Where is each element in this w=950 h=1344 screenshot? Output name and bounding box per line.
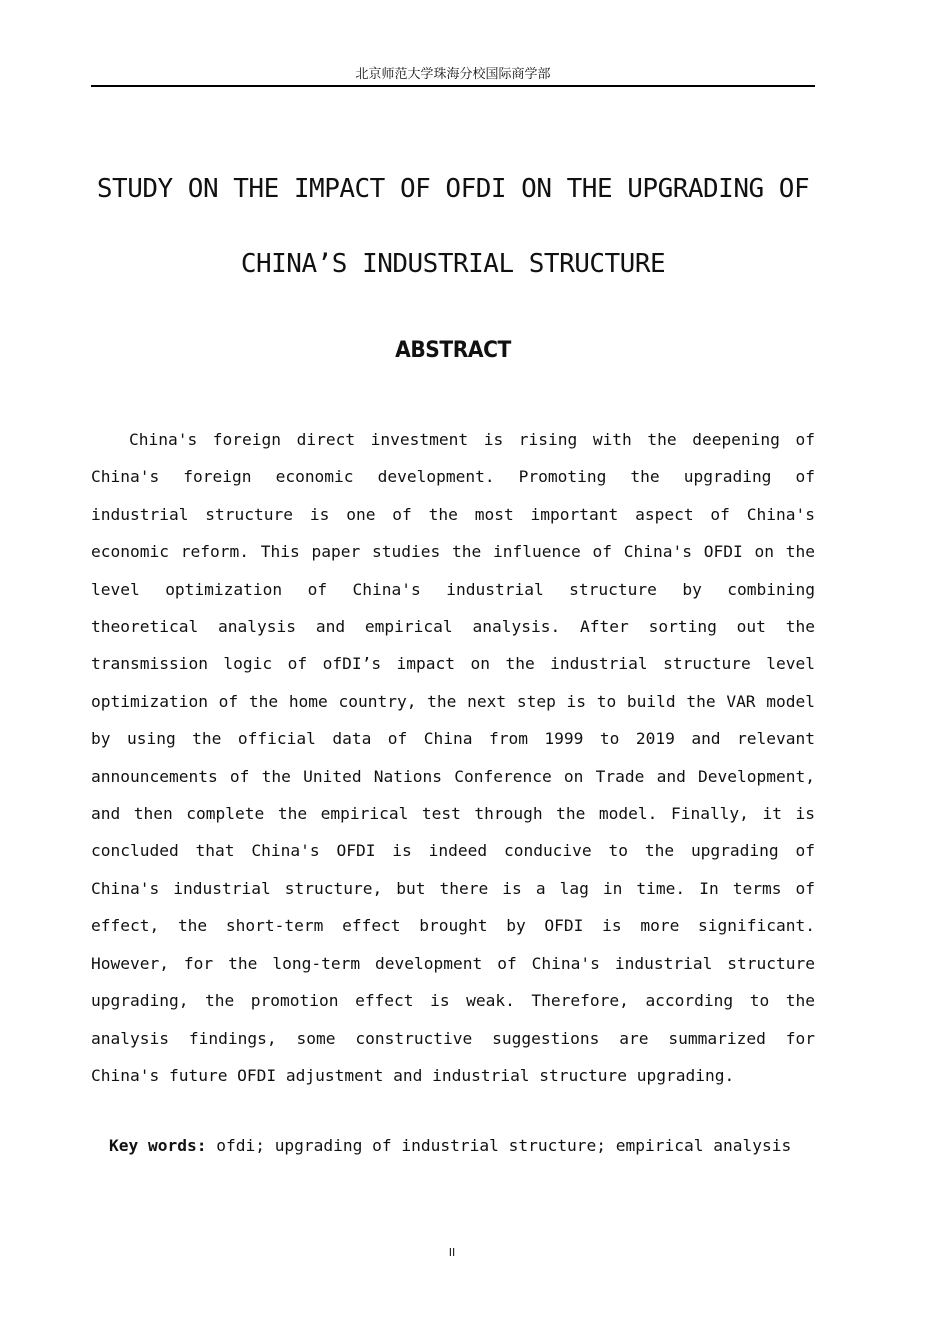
abstract-heading: ABSTRACT bbox=[395, 338, 511, 363]
page-number: II bbox=[448, 1246, 456, 1259]
thesis-title bbox=[91, 152, 815, 302]
keywords-label: Key words: bbox=[109, 1136, 207, 1155]
keywords-line bbox=[109, 1133, 815, 1159]
abstract-body: China's foreign direct investment is rising with the deepening of China's foreign economic development. Promoting the upgrading of industrial structure is one of the most important aspect of China's economic reform. This paper studies the influence of China's OFDI on the level optimization of China's industrial structure by combining theoretical analysis and empirical analysis. After sorting out the transmission logic of ofDI’s impact on the industrial structure level optimization of the home country, the next step is to build the VAR model by using the official data of China from 1999 to 2019 and relevant announcements of the United Nations Conference on Trade and Development, and then complete the empirical test through the model. Finally, it is concluded that China's OFDI is indeed conducive to the upgrading of China's industrial structure, but there is a lag in time. In terms of effect, the short-term effect brought by OFDI is more significant. However, for the long-term development of China's industrial structure upgrading, the promotion effect is weak. Therefore, according to the analysis findings, some constructive suggestions are summarized for China's future OFDI adjustment and industrial structure upgrading. bbox=[91, 430, 815, 1085]
running-header: 北京师范大学珠海分校国际商学部 bbox=[355, 67, 551, 82]
title-line-2: CHINA’S INDUSTRIAL STRUCTURE bbox=[240, 249, 666, 279]
keywords-text: ofdi; upgrading of industrial structure; empirical analysis bbox=[206, 1136, 792, 1155]
title-line-1: STUDY ON THE IMPACT OF OFDI ON THE UPGRADING OF bbox=[96, 174, 810, 204]
header-rule bbox=[91, 85, 815, 87]
